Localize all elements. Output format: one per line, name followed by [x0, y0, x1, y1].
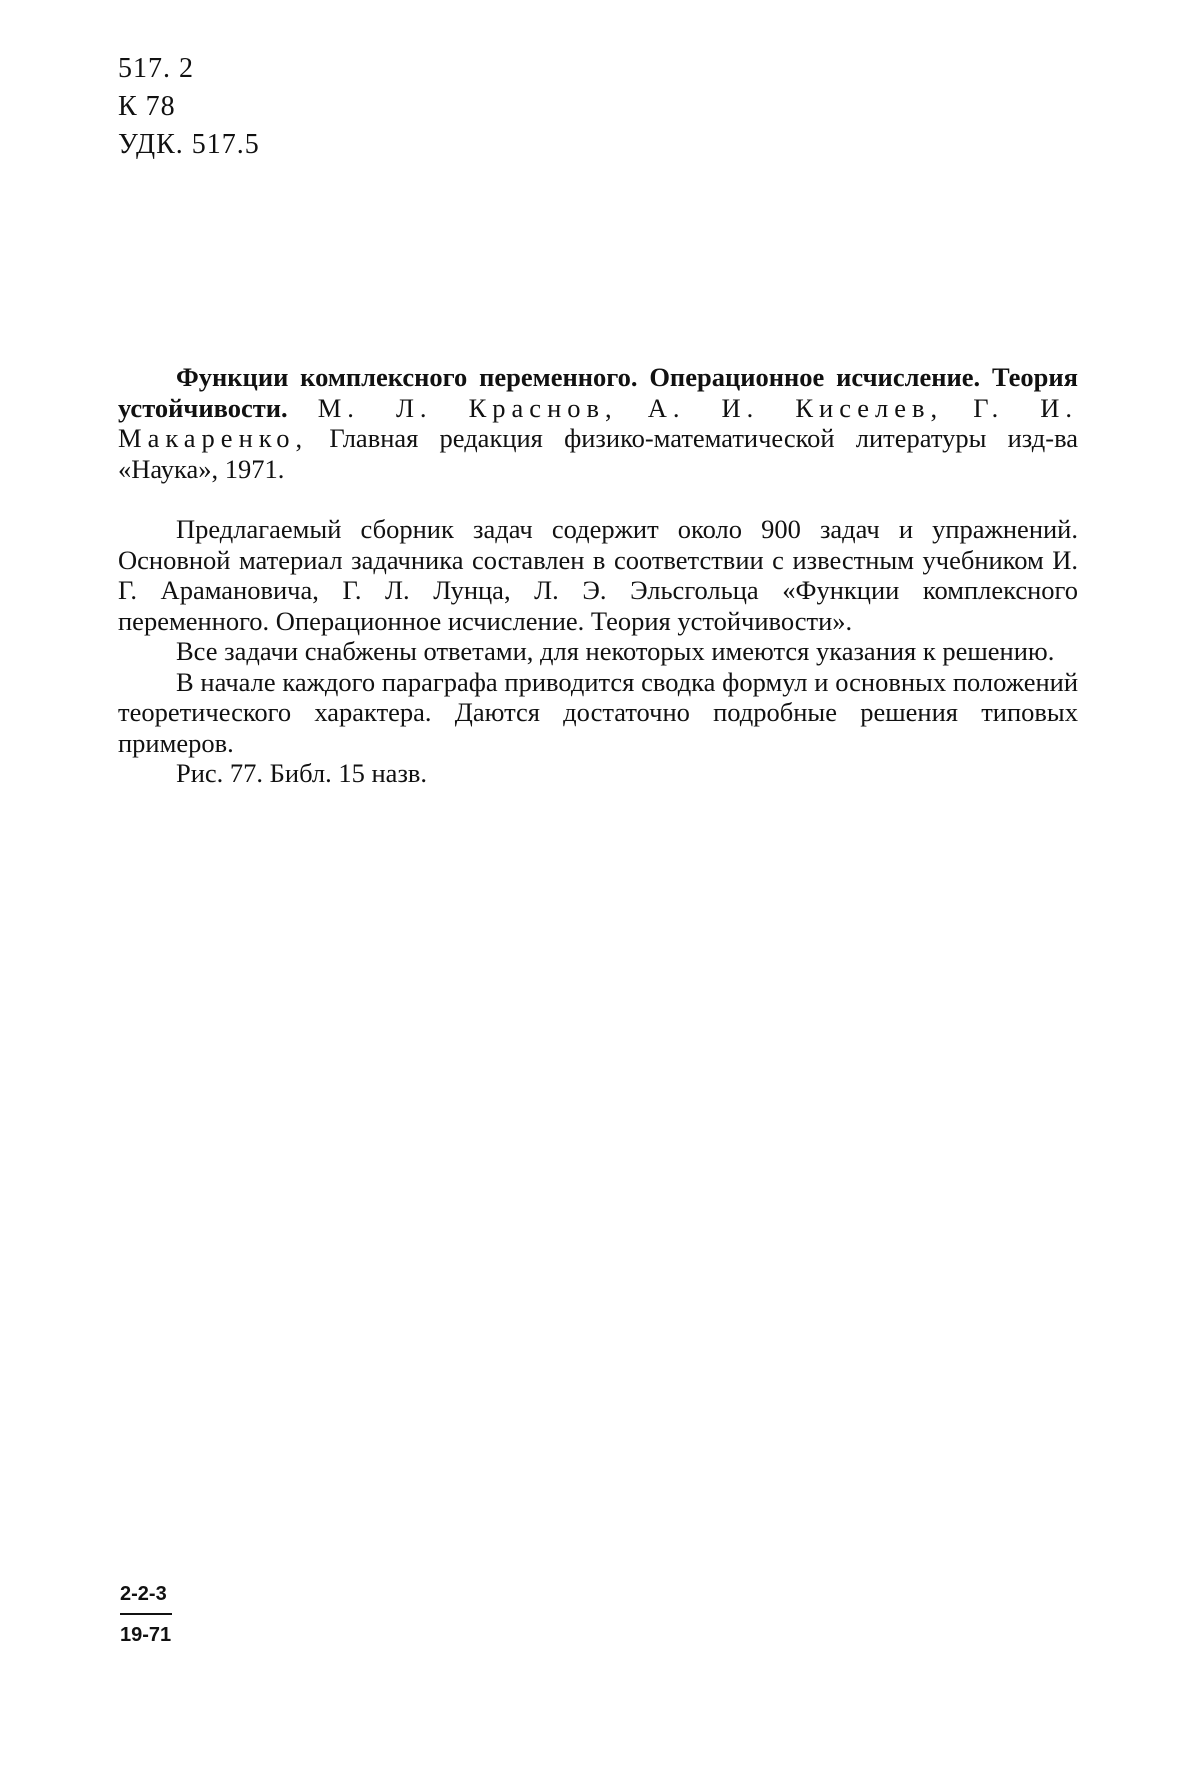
author-krasnov: М. Л. Краснов, — [317, 392, 618, 423]
abstract-block — [118, 362, 1078, 789]
publisher-code-bottom: 19-71 — [120, 1624, 172, 1646]
abstract-paragraph-2: Все задачи снабжены ответами, для некоторых имеются указания к решению. — [176, 636, 1055, 666]
fraction-line — [120, 1613, 172, 1615]
abstract-paragraph-3: В начале каждого параграфа приводится сводка формул и основных положений теоретического характера. Даются достаточно подробные решения типовых примеров. — [118, 666, 1078, 758]
bbk-code: 517. 2 — [118, 53, 194, 84]
abstract-paragraph-4: Рис. 77. Библ. 15 назв. — [176, 758, 428, 788]
publisher-info: Главная редакция физико-математической литературы изд-ва «Наука», 1971. — [118, 423, 1078, 484]
udk-code: УДК. 517.5 — [118, 129, 260, 160]
author-mark: К 78 — [118, 91, 176, 122]
author-makarenko: Г. И. Макаренко, — [118, 392, 1079, 453]
paragraph-gap — [118, 484, 1078, 514]
abstract-paragraph-1: Предлагаемый сборник задач содержит около 900 задач и упражнений. Основной материал задачника составлен в соответствии с известным учебником И. Г. Арамановича, Г. Л. Лунца, Л. Э. Эльсгольца «Функции комплексного переменного. Операционное исчисление. Теория устойчивости». — [118, 514, 1078, 636]
publisher-code — [120, 1582, 172, 1647]
publisher-code-top: 2-2-3 — [120, 1583, 167, 1605]
author-kiselev: А. И. Киселев, — [647, 392, 944, 423]
bibliographic-entry — [118, 362, 1078, 484]
book-title: Функции комплексного переменного. Операционное исчисление. Теория устойчивости. — [118, 362, 1078, 423]
classification-codes — [118, 50, 260, 164]
